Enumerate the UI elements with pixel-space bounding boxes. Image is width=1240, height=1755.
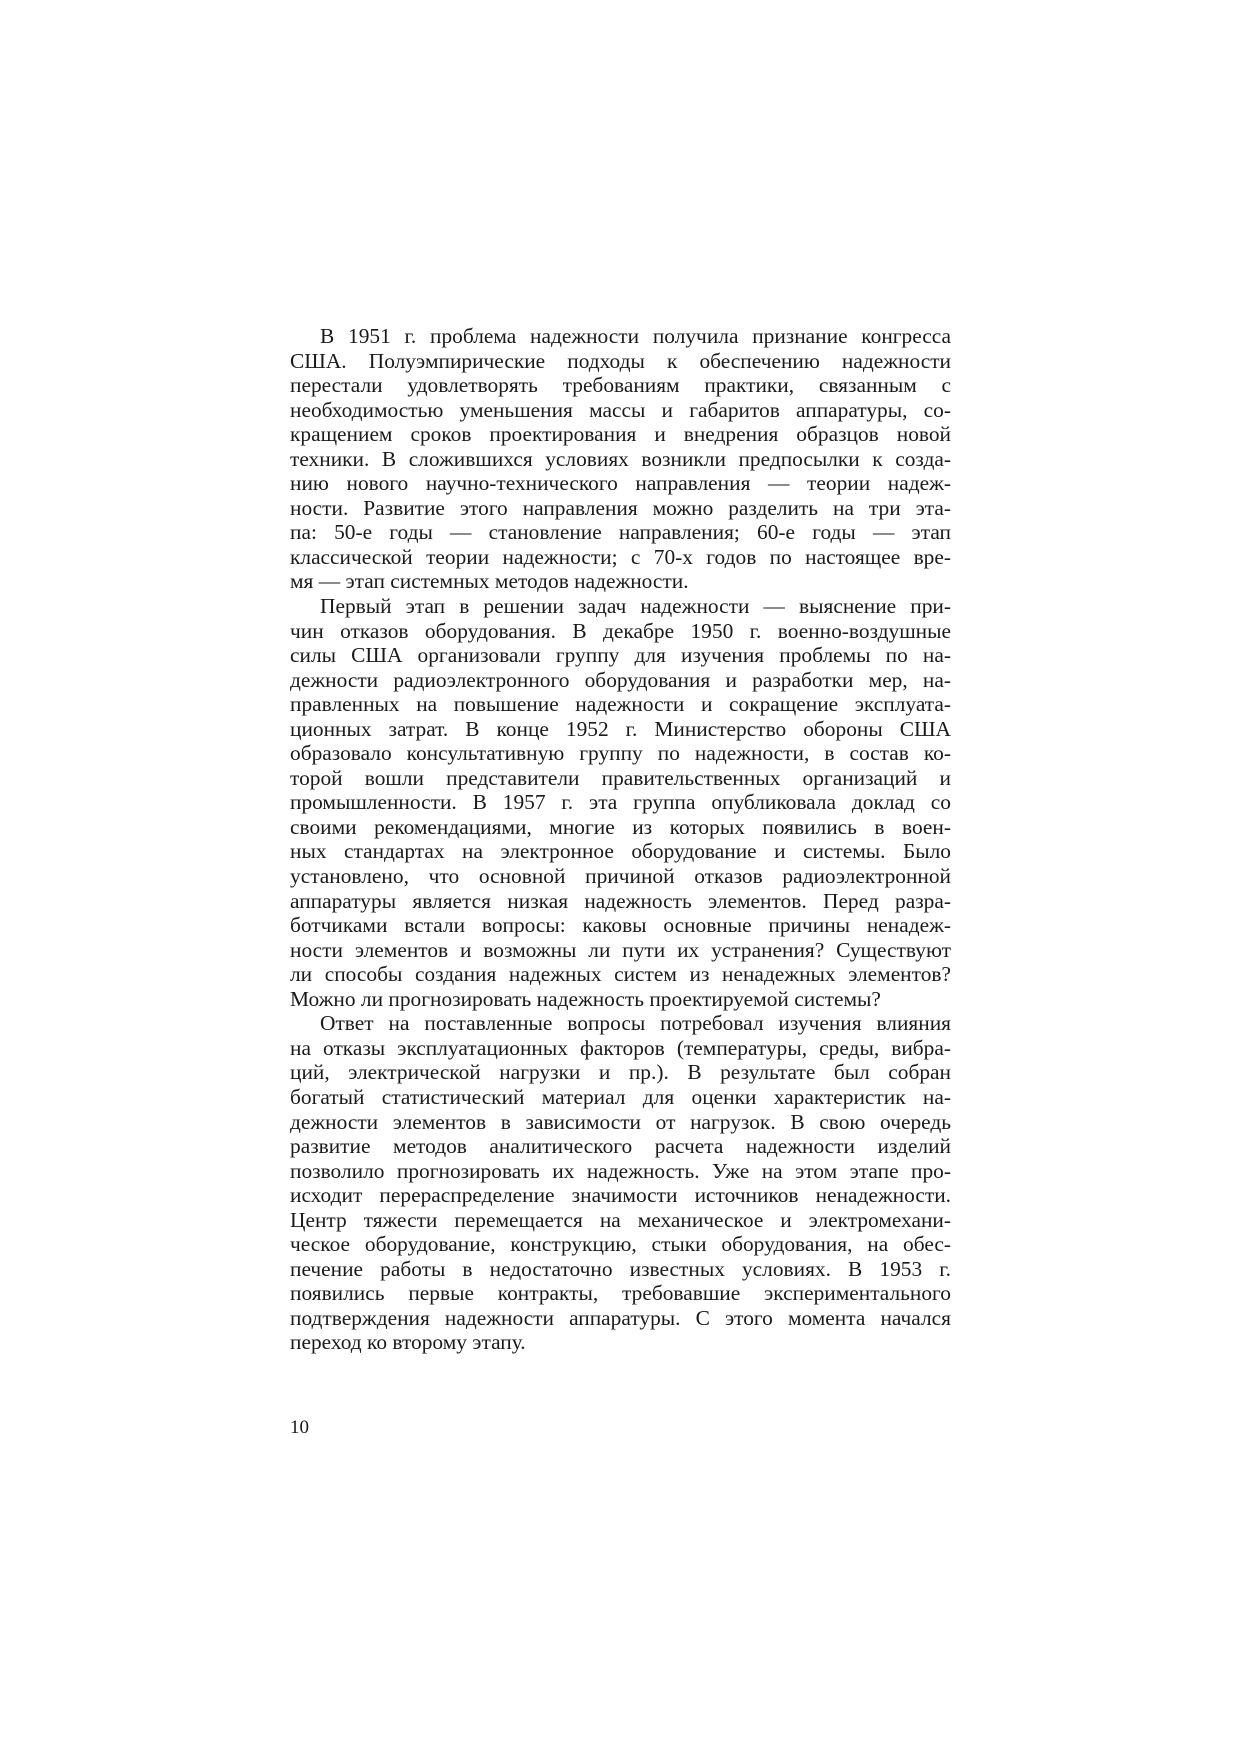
text-line: ности элементов и возможны ли пути их устранения? Существуют [290, 937, 951, 962]
text-line: чин отказов оборудования. В декабре 1950 г. военно-воздушные [290, 618, 951, 643]
text-line: ли способы создания надежных систем из ненадежных элементов? [290, 962, 951, 987]
text-line: своими рекомендациями, многие из которых появились в воен- [290, 814, 951, 839]
text-line: на отказы эксплуатационных факторов (температуры, среды, вибра- [290, 1035, 951, 1060]
text-line: Центр тяжести перемещается на механическое и электромехани- [290, 1207, 951, 1232]
text-line: позволило прогнозировать их надежность. Уже на этом этапе про- [290, 1158, 951, 1183]
text-line: появились первые контракты, требовавшие экспериментального [290, 1281, 951, 1306]
text-line: Первый этап в решении задач надежности — выяснение при- [320, 594, 951, 619]
text-line: ческое оборудование, конструкцию, стыки оборудования, на обес- [290, 1232, 951, 1257]
text-line: США. Полуэмпирические подходы к обеспечению надежности [290, 348, 951, 373]
text-line: установлено, что основной причиной отказов радиоэлектронной [290, 864, 951, 889]
paragraph [290, 1011, 951, 1355]
text-line: необходимостью уменьшения массы и габаритов аппаратуры, со- [290, 397, 951, 422]
text-line: правленных на повышение надежности и сокращение эксплуата- [290, 692, 951, 717]
text-line: В 1951 г. проблема надежности получила признание конгресса [320, 324, 951, 348]
text-line: ности. Развитие этого направления можно разделить на три эта- [290, 495, 951, 520]
text-line: перестали удовлетворять требованиям практики, связанным с [290, 373, 951, 398]
paragraph [290, 594, 951, 1011]
text-line: переход ко второму этапу. [290, 1330, 526, 1355]
text-line: ций, электрической нагрузки и пр.). В результате был собран [290, 1060, 951, 1085]
text-line: мя — этап системных методов надежности. [290, 569, 689, 594]
text-line: Можно ли прогнозировать надежность проектируемой системы? [290, 986, 881, 1011]
text-line: развитие методов аналитического расчета надежности изделий [290, 1134, 951, 1159]
body-text [290, 324, 951, 1355]
text-line: богатый статистический материал для оценки характеристик на- [290, 1084, 951, 1109]
paragraph [290, 324, 951, 594]
text-line: печение работы в недостаточно известных условиях. В 1953 г. [290, 1256, 951, 1281]
text-line: промышленности. В 1957 г. эта группа опубликовала доклад со [290, 790, 951, 815]
text-line: аппаратуры является низкая надежность элементов. Перед разра- [290, 888, 951, 913]
page-number: 10 [290, 1417, 309, 1438]
text-line: дежности радиоэлектронного оборудования и разработки мер, на- [290, 667, 951, 692]
text-line: нию нового научно-технического направления — теории надеж- [290, 471, 951, 496]
text-line: ционных затрат. В конце 1952 г. Министерство обороны США [290, 716, 951, 741]
text-line: классической теории надежности; с 70-х годов по настоящее вре- [290, 544, 951, 569]
text-line: дежности элементов в зависимости от нагрузок. В свою очередь [290, 1109, 951, 1134]
text-line: кращением сроков проектирования и внедрения образцов новой [290, 422, 951, 447]
text-line: Ответ на поставленные вопросы потребовал изучения влияния [320, 1011, 951, 1036]
text-line: подтверждения надежности аппаратуры. С этого момента начался [290, 1305, 951, 1330]
text-line: торой вошли представители правительственных организаций и [290, 765, 951, 790]
text-line: образовало консультативную группу по надежности, в состав ко- [290, 741, 951, 766]
text-line: техники. В сложившихся условиях возникли предпосылки к созда- [290, 446, 951, 471]
text-line: ных стандартах на электронное оборудование и системы. Было [290, 839, 951, 864]
text-line: силы США организовали группу для изучения проблемы по на- [290, 643, 951, 668]
text-line: па: 50-е годы — становление направления; 60-е годы — этап [290, 520, 951, 545]
text-line: исходит перераспределение значимости источников ненадежности. [290, 1183, 951, 1208]
text-line: ботчиками встали вопросы: каковы основные причины ненадеж- [290, 913, 951, 938]
